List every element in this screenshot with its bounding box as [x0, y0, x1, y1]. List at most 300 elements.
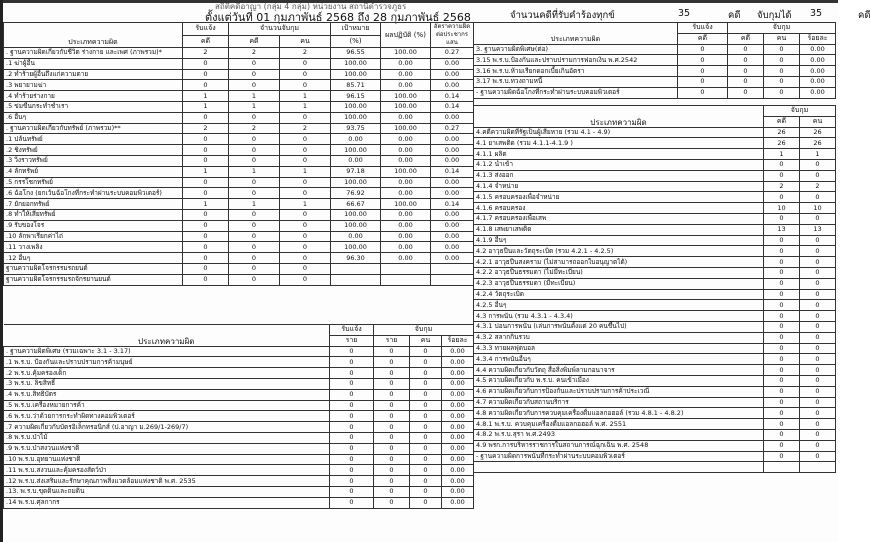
cell-reported: 0: [183, 209, 229, 220]
row-label: .6 พ.ร.บ.ว่าด้วยการกระทำผิดทางคอมพิวเตอร์: [4, 411, 330, 422]
row-label: 4.5 ความผิดเกี่ยวกับ พ.ร.บ. คนเข้าเมือง: [474, 375, 764, 386]
cell-pct: 0.00: [442, 443, 474, 454]
cell-cases: 0: [374, 411, 410, 422]
cell-cases: 0: [764, 170, 800, 181]
cell-perf: 0.00: [381, 242, 431, 253]
cell-reported: 0: [330, 400, 374, 411]
cell-target: 97.18: [331, 166, 381, 177]
cell-rate: 0.00: [431, 177, 474, 188]
table-row: [4, 101, 474, 112]
table-row: [474, 289, 836, 300]
table-row: [474, 149, 836, 160]
table-row: [4, 422, 474, 433]
cell-pct: 0.00: [442, 422, 474, 433]
cell-pct: 0.00: [442, 486, 474, 497]
cell-persons: 0: [280, 80, 331, 91]
cell-cases: 0: [764, 451, 800, 462]
table-row: [4, 166, 474, 177]
cell-pct: 0.00: [442, 476, 474, 487]
row-label: .8 ทำให้เสียทรัพย์: [4, 209, 183, 220]
cell-reported: 0: [330, 465, 374, 476]
table-row: [4, 80, 474, 91]
row-label: 4.1.5 ครอบครองเพื่อจำหน่าย: [474, 192, 764, 203]
cell-persons: 2: [280, 123, 331, 134]
cell-target: 0.00: [331, 155, 381, 166]
cell-reported: 0: [330, 476, 374, 487]
cell-persons: 0: [800, 365, 836, 376]
cell-rate: 0.14: [431, 101, 474, 112]
arrested-unit: คดี: [858, 10, 871, 21]
cell-reported: 0: [330, 432, 374, 443]
cell-pct: 0.00: [442, 432, 474, 443]
cell-cases: 0: [374, 368, 410, 379]
cell-persons: 0: [280, 242, 331, 253]
cell-rate: 0.00: [431, 155, 474, 166]
row-label: 4.1.9 อื่นๆ: [474, 235, 764, 246]
row-label: 4.1.7 ครอบครองเพื่อเสพ: [474, 213, 764, 224]
cell-persons: 0: [764, 55, 800, 66]
cell-target: 0.00: [331, 134, 381, 145]
arrested-value: 35: [810, 8, 823, 19]
row-label: .1 ปล้นทรัพย์: [4, 134, 183, 145]
cell-reported: 0: [183, 69, 229, 80]
cell-persons: 1: [280, 91, 331, 102]
cell-persons: 0: [800, 397, 836, 408]
cell-persons: 0: [800, 321, 836, 332]
cell-cases: 0: [374, 486, 410, 497]
row-label: 4.คดีความผิดที่รัฐเป็นผู้เสียหาย (รวม 4.1 - 4.9): [474, 127, 764, 138]
row-label: 3. ฐานความผิดพิเศษ(ต่อ): [474, 44, 678, 55]
cell-persons: 0: [410, 400, 442, 411]
col-reported: รับแจ้ง: [330, 325, 374, 336]
col-arrest-person: คน: [410, 335, 442, 346]
row-label: 4.9 พรก.การบริหารราชการในสถานการณ์ฉุกเฉิน พ.ศ. 2548: [474, 440, 764, 451]
cell-persons: 26: [800, 138, 836, 149]
row-label: 4.3.4 การพนันอื่นๆ: [474, 354, 764, 365]
cell-reported: 0: [678, 76, 728, 87]
cell-reported: 0: [183, 263, 229, 274]
table-row: [474, 429, 836, 440]
cell-persons: 0: [800, 375, 836, 386]
cell-reported: 1: [183, 101, 229, 112]
cell-target: 100.00: [331, 145, 381, 156]
table-row: [474, 246, 836, 257]
cell-cases: 0: [229, 242, 280, 253]
table-row: [4, 357, 474, 368]
cell-rate: 0.00: [431, 231, 474, 242]
scan-top-edge: [0, 0, 838, 3]
table-row: [4, 497, 474, 508]
row-label: .4 ลักทรัพย์: [4, 166, 183, 177]
cell-reported: 0: [330, 422, 374, 433]
table-row: [474, 55, 836, 66]
cell-cases: 0: [374, 476, 410, 487]
cell-persons: 1: [280, 199, 331, 210]
cell-cases: 0: [374, 465, 410, 476]
cell-pct: 0.00: [442, 389, 474, 400]
col-arrest-case: คดี: [229, 35, 280, 48]
cell-cases: 0: [374, 400, 410, 411]
cell-reported: 0: [183, 134, 229, 145]
cell-perf: [381, 274, 431, 285]
left-special-crime-table: [3, 324, 474, 509]
row-label: .12 อื่นๆ: [4, 253, 183, 264]
cell-persons: 0: [410, 357, 442, 368]
arrested-label: จับกุมได้: [757, 10, 792, 21]
row-label: .9 รับของโจร: [4, 220, 183, 231]
cell-cases: 0: [374, 389, 410, 400]
cell-perf: 0.00: [381, 58, 431, 69]
cell-cases: 0: [229, 209, 280, 220]
cell-rate: [431, 263, 474, 274]
cell-persons: 0: [280, 188, 331, 199]
table-row: [474, 87, 836, 98]
cell-reported: 0: [330, 368, 374, 379]
complaints-label: จำนวนคดีที่รับคำร้องทุกข์: [510, 10, 615, 21]
table-row: [4, 411, 474, 422]
cell-target: [331, 274, 381, 285]
col-arrest-person: คน: [764, 33, 800, 44]
cell-perf: 100.00: [381, 91, 431, 102]
table-row: [474, 419, 836, 430]
cell-persons: 0: [410, 432, 442, 443]
row-label: 4.1.8 เสพยาเสพติด: [474, 224, 764, 235]
cell-persons: 0: [280, 274, 331, 285]
cell-rate: 0.00: [431, 145, 474, 156]
cell-reported: 1: [183, 199, 229, 210]
row-label: - ฐานความผิดการพนันที่กระทำผ่านระบบคอมพิวเตอร์: [474, 451, 764, 462]
cell-target: 100.00: [331, 242, 381, 253]
row-label: . ฐานความผิดเกี่ยวกับชีวิต ร่างกาย และเพศ (ภาพรวม)*: [4, 48, 183, 59]
table-row: [474, 332, 836, 343]
cell-cases: 0: [229, 253, 280, 264]
cell-cases: 0: [764, 397, 800, 408]
cell-cases: 0: [728, 66, 764, 77]
cell-target: 100.00: [331, 220, 381, 231]
cell-perf: 0.00: [381, 112, 431, 123]
cell-perf: 0.00: [381, 253, 431, 264]
cell-persons: 10: [800, 203, 836, 214]
col-arrest-case: คดี: [764, 116, 800, 127]
row-label: 4.2.4 วัตถุระเบิด: [474, 289, 764, 300]
cell-persons: 1: [800, 149, 836, 160]
row-label: .2 พ.ร.บ.คุ้มครองเด็ก: [4, 368, 330, 379]
row-label: .7 ความผิดเกี่ยวกับบัตรอิเล็กทรอนิกส์ (ป.อาญา ม.269/1-269/7): [4, 422, 330, 433]
row-label: .11 พ.ร.บ.สงวนและคุ้มครองสัตว์ป่า: [4, 465, 330, 476]
row-label: .5 กรรโชกทรัพย์: [4, 177, 183, 188]
cell-persons: 0: [410, 368, 442, 379]
cell-cases: 2: [229, 123, 280, 134]
cell-persons: 0: [800, 267, 836, 278]
cell-cases: 0: [764, 440, 800, 451]
row-label: 3.17 พ.ร.บ.ทวงถามหนี้: [474, 76, 678, 87]
row-label: .14 พ.ร.บ.ศุลกากร: [4, 497, 330, 508]
cell-cases: 0: [374, 346, 410, 357]
cell-perf: 0.00: [381, 134, 431, 145]
row-label: .10 พ.ร.บ.อุทยานแห่งชาติ: [4, 454, 330, 465]
cell-cases: 1: [229, 199, 280, 210]
table-row: [4, 188, 474, 199]
cell-persons: 0: [410, 497, 442, 508]
cell-pct: 0.00: [442, 411, 474, 422]
cell-cases: 0: [764, 419, 800, 430]
cell-pct: 0.00: [442, 368, 474, 379]
cell-persons: 0: [800, 343, 836, 354]
cell-cases: 0: [229, 69, 280, 80]
col-arrests: จับกุม: [764, 106, 836, 117]
row-label: 3.15 พ.ร.บ.ป้องกันและปราบปรามการฟอกเงิน พ.ศ.2542: [474, 55, 678, 66]
table-row: [474, 300, 836, 311]
table-row: [474, 66, 836, 77]
cell-cases: 0: [229, 112, 280, 123]
row-label: 4.8.1 พ.ร.บ. ควบคุมเครื่องดื่มแอลกอฮอล์ พ.ศ. 2551: [474, 419, 764, 430]
table-row: [474, 224, 836, 235]
row-label: .5 พ.ร.บ.เครื่องหมายการค้า: [4, 400, 330, 411]
cell-cases: 0: [229, 231, 280, 242]
cell-pct: 0.00: [442, 400, 474, 411]
left-crime-table: [3, 22, 474, 286]
cell-cases: 0: [764, 365, 800, 376]
cell-persons: 26: [800, 127, 836, 138]
cell-cases: 0: [764, 300, 800, 311]
cell-cases: 10: [764, 203, 800, 214]
col-arrests: จับกุม: [374, 325, 474, 336]
col-arrest-count: ราย: [374, 335, 410, 346]
row-label: - ฐานความผิดฉ้อโกงที่กระทำผ่านระบบคอมพิวเตอร์: [474, 87, 678, 98]
cell-persons: 1: [280, 101, 331, 112]
col-reported: รับแจ้ง: [183, 23, 229, 36]
cell-cases: 0: [229, 80, 280, 91]
cell-target: 96.15: [331, 91, 381, 102]
col-target: เป้าหมาย: [331, 23, 381, 36]
table-row: [474, 267, 836, 278]
cell-rate: 0.27: [431, 123, 474, 134]
cell-pct: 0.00: [442, 454, 474, 465]
cell-target: 0.00: [331, 231, 381, 242]
cell-cases: 0: [764, 257, 800, 268]
table-row: [474, 44, 836, 55]
cell-persons: 0: [764, 76, 800, 87]
row-label: .10 ลักพาเรียกค่าไถ่: [4, 231, 183, 242]
cell-cases: 0: [728, 55, 764, 66]
cell-cases: 0: [229, 263, 280, 274]
cell-perf: 0.00: [381, 145, 431, 156]
cell-reported: 0: [330, 389, 374, 400]
col-arrests: จำนวนจับกุม: [229, 23, 331, 36]
table-row: [474, 127, 836, 138]
cell-reported: 2: [183, 48, 229, 59]
table-row: [474, 311, 836, 322]
table-row: [4, 177, 474, 188]
cell-cases: 0: [764, 278, 800, 289]
cell-reported: 0: [678, 44, 728, 55]
row-label: .4 พ.ร.บ.สิทธิบัตร: [4, 389, 330, 400]
row-label: .12 พ.ร.บ.ส่งเสริมและรักษาคุณภาพสิ่งแวดล้อมแห่งชาติ พ.ศ. 2535: [4, 476, 330, 487]
cell-reported: 0: [330, 454, 374, 465]
cell-cases: 0: [374, 497, 410, 508]
cell-rate: 0.14: [431, 91, 474, 102]
cell-reported: 0: [183, 80, 229, 91]
table-row: [4, 155, 474, 166]
table-row: [4, 123, 474, 134]
cell-cases: 0: [229, 177, 280, 188]
cell-reported: 0: [678, 66, 728, 77]
table-row: [4, 91, 474, 102]
cell-cases: 0: [374, 443, 410, 454]
cell-cases: 0: [229, 220, 280, 231]
cell-pct: 0.00: [800, 66, 836, 77]
cell-cases: 0: [764, 213, 800, 224]
cell-cases: 0: [229, 58, 280, 69]
row-label: .6 ฉ้อโกง (ยกเว้นฉ้อโกงที่กระทำผ่านระบบคอมพิวเตอร์): [4, 188, 183, 199]
row-label: 4.8 ความผิดเกี่ยวกับการควบคุมเครื่องดื่มแอลกอฮอล์ (รวม 4.8.1 - 4.8.2): [474, 408, 764, 419]
row-label: 4.1.4 จำหน่าย: [474, 181, 764, 192]
col-reported-case: คดี: [183, 35, 229, 48]
cell-persons: 13: [800, 224, 836, 235]
cell-persons: 2: [280, 48, 331, 59]
cell-pct: 0.00: [442, 465, 474, 476]
cell-cases: 0: [764, 408, 800, 419]
cell-cases: 0: [764, 235, 800, 246]
right-special-crime-table: [473, 22, 836, 99]
cell-reported: 0: [330, 411, 374, 422]
cell-reported: 1: [183, 166, 229, 177]
cell-persons: 0: [410, 486, 442, 497]
cell-reported: 0: [330, 378, 374, 389]
cell-reported: 2: [183, 123, 229, 134]
report-title: สถิติคดีอาญา (กลุ่ม 4 กลุ่ม) หน่วยงาน สถานีตำรวจภูธร: [215, 2, 407, 11]
table-row: [4, 400, 474, 411]
cell-reported: 0: [678, 55, 728, 66]
cell-reported: 0: [183, 220, 229, 231]
cell-rate: 0.00: [431, 188, 474, 199]
cell-target: 93.75: [331, 123, 381, 134]
cell-cases: 0: [764, 343, 800, 354]
table-row: [4, 389, 474, 400]
cell-persons: 0: [800, 300, 836, 311]
row-label: 4.7 ความผิดเกี่ยวกับสถานบริการ: [474, 397, 764, 408]
cell-cases: 0: [764, 246, 800, 257]
cell-reported: 1: [183, 91, 229, 102]
cell-cases: 0: [229, 134, 280, 145]
table-row: [4, 486, 474, 497]
table-row: [4, 69, 474, 80]
cell-persons: 0: [280, 253, 331, 264]
table-row: [4, 476, 474, 487]
cell-pct: 0.00: [800, 87, 836, 98]
cell-reported: 0: [183, 253, 229, 264]
table-row: [4, 454, 474, 465]
cell-reported: 0: [183, 274, 229, 285]
cell-cases: 0: [374, 432, 410, 443]
cell-cases: 26: [764, 138, 800, 149]
row-label: .3 พยายามฆ่า: [4, 80, 183, 91]
col-arrest-person: คน: [800, 116, 836, 127]
row-label: .3 วิ่งราวทรัพย์: [4, 155, 183, 166]
row-label: .7 ยักยอกทรัพย์: [4, 199, 183, 210]
cell-perf: 100.00: [381, 166, 431, 177]
cell-persons: 0: [800, 159, 836, 170]
cell-pct: 0.00: [800, 76, 836, 87]
cell-perf: 100.00: [381, 48, 431, 59]
cell-rate: 0.00: [431, 242, 474, 253]
col-crime-type: ประเภทความผิด: [474, 23, 678, 45]
cell-perf: 100.00: [381, 101, 431, 112]
table-row: [474, 462, 836, 473]
cell-target: 100.00: [331, 69, 381, 80]
table-row: [474, 451, 836, 462]
cell-persons: 0: [800, 289, 836, 300]
cell-perf: 0.00: [381, 155, 431, 166]
cell-perf: 100.00: [381, 123, 431, 134]
cell-cases: [764, 462, 800, 473]
cell-cases: 0: [374, 378, 410, 389]
table-row: [4, 58, 474, 69]
cell-target: [331, 263, 381, 274]
cell-persons: 0: [280, 177, 331, 188]
complaints-value: 35: [678, 8, 691, 19]
cell-reported: 0: [183, 177, 229, 188]
cell-persons: 0: [410, 476, 442, 487]
row-label: .6 อื่นๆ: [4, 112, 183, 123]
row-label: 4.3.3 ทายผลฟุตบอล: [474, 343, 764, 354]
cell-cases: 0: [764, 332, 800, 343]
table-row: [474, 257, 836, 268]
cell-pct: 0.00: [442, 378, 474, 389]
cell-persons: 0: [764, 44, 800, 55]
cell-persons: 0: [764, 87, 800, 98]
cell-cases: 1: [229, 101, 280, 112]
row-label: .9 พ.ร.บ.ป่าสงวนแห่งชาติ: [4, 443, 330, 454]
col-arrests: จับกุม: [728, 23, 836, 34]
cell-target: 66.67: [331, 199, 381, 210]
cell-rate: 0.27: [431, 48, 474, 59]
cell-cases: 0: [229, 155, 280, 166]
cell-persons: 0: [280, 145, 331, 156]
cell-rate: 0.00: [431, 112, 474, 123]
col-crime-type: ประเภทความผิด: [4, 325, 330, 347]
cell-persons: 2: [800, 181, 836, 192]
row-label: 4.2.5 อื่นๆ: [474, 300, 764, 311]
cell-target: 85.71: [331, 80, 381, 91]
row-label: .5 ข่มขืนกระทำชำเรา: [4, 101, 183, 112]
table-row: [474, 138, 836, 149]
cell-perf: 0.00: [381, 177, 431, 188]
col-reported-case: คดี: [678, 33, 728, 44]
cell-pct: 0.00: [800, 55, 836, 66]
cell-pct: 0.00: [442, 346, 474, 357]
cell-target: 100.00: [331, 58, 381, 69]
cell-perf: 100.00: [381, 199, 431, 210]
row-label: 4.2.1 อาวุธปืนสงคราม (ไม่สามารถออกใบอนุญาตได้): [474, 257, 764, 268]
col-target-pct: (%): [331, 35, 381, 48]
cell-cases: 2: [764, 181, 800, 192]
cell-reported: 0: [183, 231, 229, 242]
cell-perf: 0.00: [381, 231, 431, 242]
table-row: [4, 274, 474, 285]
cell-perf: 0.00: [381, 220, 431, 231]
table-row: [474, 76, 836, 87]
cell-cases: 0: [229, 188, 280, 199]
cell-cases: 1: [229, 166, 280, 177]
row-label: .1 ฆ่าผู้อื่น: [4, 58, 183, 69]
row-label: 4.8.2 พ.ร.บ.สุรา พ.ศ.2493: [474, 429, 764, 440]
row-label: 4.1.3 ส่งออก: [474, 170, 764, 181]
cell-persons: 0: [800, 451, 836, 462]
cell-persons: 0: [280, 112, 331, 123]
table-row: [4, 368, 474, 379]
row-label: .4 ทำร้ายร่างกาย: [4, 91, 183, 102]
